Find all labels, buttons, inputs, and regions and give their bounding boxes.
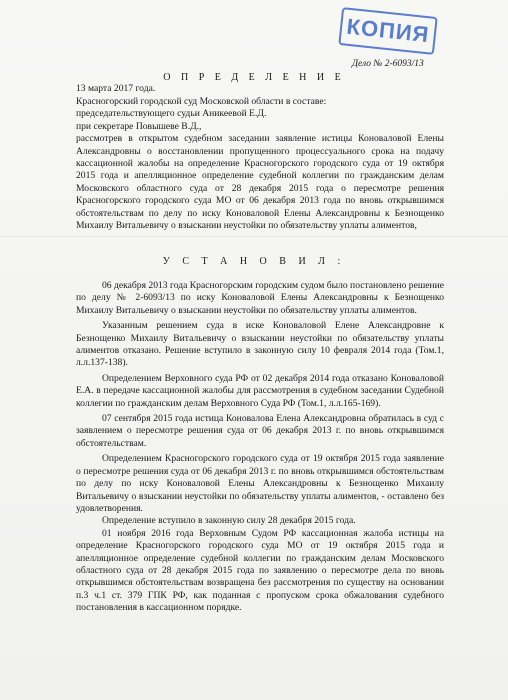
- paragraph-1: 06 декабря 2013 года Красногорским городским судом было постановлено решение по делу № 2-6093/13 по иску Коноваловой Елены Александровны к Безнощенко Михаилу Витальевичу о взыскании неустойки по обязательству уплаты алиментов.: [76, 280, 444, 316]
- copy-stamp: КОПИЯ: [338, 7, 437, 55]
- intro-considering: рассмотрев в открытом судебном заседании заявление истицы Коноваловой Елены Александровны о восстановлении пропущенного процессуального срока на подачу кассационной жалобы на определение Красногорского городского суда от 19 октября 2015 года и апелляционное определение судебной коллегии по гражданским делам Московского областного суда от 28 декабря 2015 года о пересмотре решения Красногорского городского суда МО от 06 декабря 2013 года по вновь открывшимся обстоятельствам по делу по иску Коноваловой Елены Александровны к Безнощенко Михаилу Витальевичу о взыскании неустойки по обязательству уплаты алиментов,: [76, 133, 444, 232]
- court-secretary: при секретаре Повышеве В.Д.,: [76, 120, 202, 132]
- paragraph-7: 01 ноября 2016 года Верховным Судом РФ кассационная жалоба истицы на определение Красногорского городского суда МО от 19 октября 2015 года и апелляционное определение судебной коллегии по гражданским делам Московского областного суда от 28 декабря 2015 года по заявлению о пересмотре дела по вновь открывшимся обстоятельствам возвращена без рассмотрения по существу на основании п.3 ч.1 ст. 379 ГПК РФ, как поданная с пропуском срока обжалования судебного постановления в кассационном порядке.: [76, 527, 444, 614]
- paragraph-6: Определение вступило в законную силу 28 декабря 2015 года.: [102, 515, 356, 527]
- paragraph-3: Определением Верховного суда РФ от 02 декабря 2014 года отказано Коноваловой Е.А. в передаче кассационной жалобы для рассмотрения в судебном заседании Судебной коллегии по гражданским делам Верховного Суда РФ (Том.1, л.л.165-169).: [76, 372, 444, 409]
- section-title: У С Т А Н О В И Л :: [162, 256, 346, 267]
- paragraph-2: Указанным решением суда в иске Коноваловой Елене Александровне к Безнощенко Михаилу Витальевичу о взыскании неустойки по обязательству уплаты алиментов отказано. Решение вступило в законную силу 10 февраля 2014 года (Том.1, л.л.137-138).: [76, 320, 444, 369]
- paragraph-5: Определением Красногорского городского суда от 19 октября 2015 года заявление о пересмотре решения суда от 06 декабря 2013 г. по вновь открывшимся обстоятельствам по делу по иску Коноваловой Елены Александровны к Безнощенко Михаилу Витальевичу о взыскании неустойки по обязательству уплаты алиментов, - оставлено без удовлетворения.: [76, 453, 444, 514]
- court-composition: Красногорский городской суд Московской области в составе:: [76, 96, 327, 107]
- case-number: Дело № 2-6093/13: [352, 59, 424, 69]
- paragraph-4: 07 сентября 2015 года истица Коновалова Елена Александровна обратилась в суд с заявлением о пересмотре решения суда от 06 декабря 2013 г. по вновь открывшимся обстоятельствам.: [76, 413, 444, 449]
- document-date: 13 марта 2017 года.: [76, 83, 156, 94]
- document-title: О П Р Е Д Е Л Е Н И Е: [163, 72, 345, 83]
- presiding-judge: председательствующего судьи Аникеевой Е.Д.: [76, 108, 267, 120]
- page-crease: [0, 236, 508, 237]
- intro-block: [76, 96, 444, 232]
- body-block: [76, 280, 444, 615]
